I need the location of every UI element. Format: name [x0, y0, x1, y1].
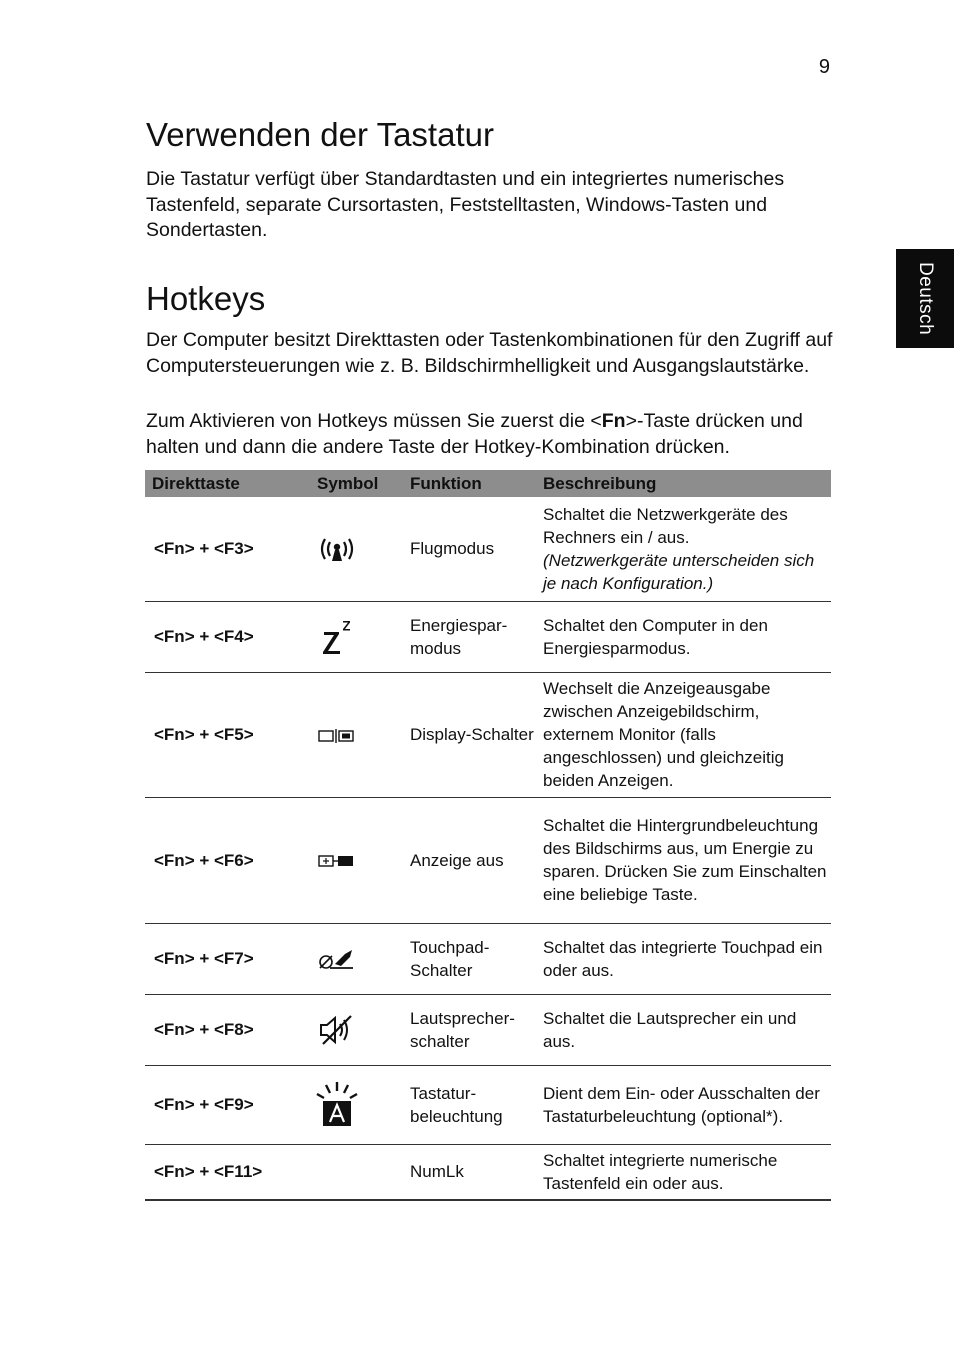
symbol-cell [308, 994, 401, 1065]
function-cell: Tastatur-beleuchtung [410, 1083, 503, 1126]
header-function: Funktion [410, 473, 482, 493]
airplane-mode-icon [317, 533, 357, 565]
symbol-cell [308, 672, 401, 797]
table-row [145, 672, 831, 797]
table-row [145, 497, 831, 601]
hotkey-cell: <Fn> + <F9> [154, 1095, 254, 1114]
table-row [145, 923, 831, 994]
hotkeys-activation-paragraph [146, 409, 836, 460]
description-cell: Schaltet die Lautsprecher ein und aus. [543, 1008, 797, 1051]
symbol-cell [308, 497, 401, 601]
table-row [145, 797, 831, 923]
hotkey-cell: <Fn> + <F3> [154, 539, 254, 559]
hotkey-cell: <Fn> + <F4> [154, 627, 254, 646]
language-tab-label: Deutsch [915, 261, 936, 336]
table-row [145, 1065, 831, 1144]
description-cell: Dient dem Ein- oder Ausschalten der Tastaturbeleuchtung (optional*). [543, 1083, 820, 1126]
function-cell: Touchpad-Schalter [410, 937, 490, 980]
display-switch-icon [317, 728, 357, 744]
language-tab [896, 249, 954, 348]
table-row [145, 994, 831, 1065]
page-number: 9 [818, 56, 830, 78]
activation-text-before: Zum Aktivieren von Hotkeys müssen Sie zuerst die < [146, 410, 602, 432]
hotkeys-intro-paragraph: Der Computer besitzt Direkttasten oder Tastenkombinationen für den Zugriff auf Computersteuerungen wie z. B. Bildschirmhelligkeit und Ausgangslautstärke. [146, 329, 833, 377]
function-cell: Anzeige aus [410, 850, 504, 870]
hotkey-cell: <Fn> + <F11> [154, 1162, 263, 1182]
speaker-toggle-icon [317, 1013, 357, 1047]
symbol-cell [308, 797, 401, 923]
description-text: Schaltet die Netzwerkgeräte des Rechners ein / aus. [543, 504, 788, 547]
touchpad-toggle-icon [317, 946, 357, 972]
fn-key-label: Fn [601, 410, 626, 432]
symbol-cell [308, 601, 401, 672]
section-title-keyboard: Verwenden der Tastatur [146, 116, 494, 153]
description-cell: Schaltet das integrierte Touchpad ein oder aus. [543, 937, 823, 980]
keyboard-backlight-icon [312, 1080, 362, 1130]
description-cell [534, 497, 831, 601]
hotkey-cell: <Fn> + <F6> [154, 850, 254, 870]
display-off-icon [317, 853, 357, 869]
description-cell: Schaltet die Hintergrundbeleuchtung des Bildschirms aus, um Energie zu sparen. Drücken Sie zum Einschalten eine beliebige Taste. [543, 816, 827, 904]
header-hotkey: Direkttaste [152, 473, 240, 493]
symbol-cell [308, 1144, 401, 1200]
description-note: (Netzwerkgeräte unterscheiden sich je nach Konfiguration.) [543, 550, 815, 593]
function-cell: Lautsprecher-schalter [410, 1008, 515, 1051]
hotkey-cell: <Fn> + <F5> [154, 725, 254, 744]
function-cell: Display-Schalter [410, 725, 534, 744]
function-cell: Flugmodus [410, 539, 495, 559]
table-row [145, 1144, 831, 1200]
description-cell: Wechselt die Anzeigeausgabe zwischen Anzeigebildschirm, externem Monitor (falls angeschlossen) und gleichzeitig beiden Anzeigen. [543, 679, 784, 790]
description-cell: Schaltet integrierte numerische Tastenfeld ein oder aus. [543, 1150, 778, 1193]
description-cell: Schaltet den Computer in den Energiesparmodus. [543, 615, 768, 658]
function-cell: Energiespar-modus [410, 615, 508, 658]
symbol-cell [308, 923, 401, 994]
hotkey-cell: <Fn> + <F8> [154, 1020, 254, 1039]
table-row [145, 601, 831, 672]
sleep-icon [317, 617, 357, 657]
hotkeys-table [145, 470, 831, 1201]
header-description: Beschreibung [543, 473, 657, 493]
activation-text-after: >-Taste drücken und halten und dann die andere Taste der Hotkey-Kombination drücken. [146, 410, 803, 458]
function-cell: NumLk [410, 1162, 464, 1182]
header-symbol: Symbol [317, 473, 379, 493]
hotkey-cell: <Fn> + <F7> [154, 949, 254, 968]
keyboard-intro-paragraph: Die Tastatur verfügt über Standardtasten und ein integriertes numerisches Tastenfeld, separate Cursortasten, Feststelltasten, Windows-Tasten und Sondertasten. [146, 168, 785, 241]
symbol-cell [308, 1065, 401, 1144]
table-header-row [145, 470, 831, 497]
section-title-hotkeys: Hotkeys [146, 280, 266, 317]
